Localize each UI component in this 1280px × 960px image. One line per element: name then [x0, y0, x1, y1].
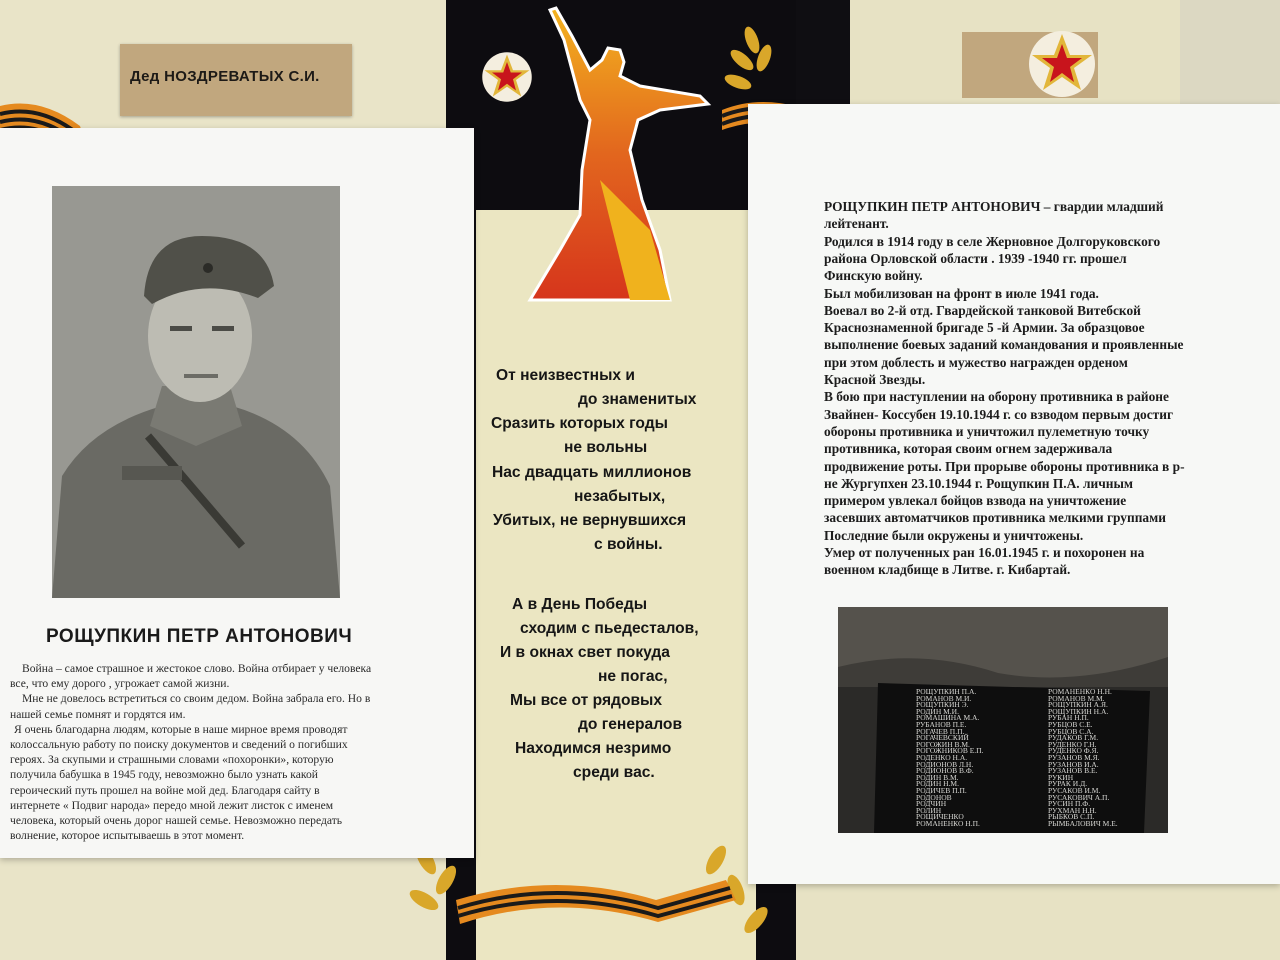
poem-line: От неизвестных и [496, 367, 636, 384]
poem-line: Убитых, не вернувшихся [493, 512, 687, 529]
plaque-name: РОДИН В.М. [916, 772, 959, 782]
red-star-icon [1026, 28, 1098, 100]
memorial-plaque-photo [838, 607, 1168, 833]
poem-line: незабытых, [574, 488, 666, 505]
left-text-line: нашей семье помнят и гордятся им. [10, 707, 186, 721]
plaque-name: РУБЦОВ С.А. [1048, 726, 1094, 736]
right-text-line: военном кладбище в Литве. г. Кибартай. [824, 562, 1071, 578]
left-text-line: получила бабушка в 1945 году, невозможно было узнать какой [10, 768, 318, 782]
plaque-name: РОГОЖНИКОВ Е.П. [916, 746, 984, 756]
left-text-line: колоссальную работу по поиску документов и сведений о погибших [10, 738, 348, 751]
left-text-line: волнение, которое испытываешь в этот момент. [10, 829, 245, 843]
plaque-name: РЫМБАЛОВИЧ М.Е. [1048, 819, 1118, 828]
plaque-name: РОДОНОВ [916, 792, 952, 802]
plaque-name: РОДЕНКО Н.А. [916, 753, 968, 762]
poem-line: А в День Победы [512, 596, 648, 613]
right-text-line: В бою при наступлении на оборону противника в районе [824, 389, 1169, 405]
right-text-line: примером увлекал бойцов взвода на уничтожение [824, 493, 1127, 509]
plaque-name: РОЩУПКИН А.Я. [1048, 700, 1108, 710]
left-text-line: героический путь прошел на войне мой дед. Благодаря сайту в [10, 783, 320, 797]
poem-line: Сразить которых годы [491, 415, 668, 432]
plaque-name: РОДИОНОВ Л.Н. [916, 759, 974, 769]
right-text-line: противника, которая своим огнем задерживала [824, 441, 1113, 457]
plaque-name: РУСИН П.Ф. [1048, 799, 1091, 809]
right-text-line: выполнение боевых заданий командования и проявленные [824, 337, 1184, 353]
right-text-line: Родился в 1914 году в селе Жерновное Долгоруковского [824, 233, 1161, 249]
right-text-line: не Жургупхен 23.10.1944 г. Рощупкин П.А. личным [824, 475, 1134, 491]
right-text-line: Звайнен- Коссубен 19.10.1944 г. со взводом первым достиг [824, 406, 1174, 422]
right-text-line: засевших автоматчиков противника мелкими группами [824, 510, 1166, 526]
right-text-line: РОЩУПКИН ПЕТР АНТОНОВИЧ – гвардии младший [824, 199, 1164, 214]
background-corner [1180, 0, 1280, 104]
plaque-name: РОДИЧЕВ П.П. [916, 786, 967, 795]
plaque-name: РУЗАНОВ М.Я. [1048, 753, 1100, 762]
right-text-line: Красной Звезды. [824, 372, 926, 387]
poem-line: не вольны [564, 439, 648, 456]
plaque-name: РОЩИЧЕНКО [916, 812, 964, 822]
left-text-line: интернете « Подвиг народа» передо мной лежит листок с именем [10, 798, 334, 812]
left-text-line: героях. За скупыми и страшными словами «похоронки», которую [10, 753, 334, 767]
plaque-name: РОЛИН [916, 805, 942, 815]
plaque-name: РУДЕНКО Ф.Я. [1048, 746, 1099, 756]
plaque-name: РУСАКОВ И.М. [1048, 786, 1101, 795]
plaque-name: РОМАНОВ М.И. [916, 693, 972, 703]
plaque-name: РОДИН М.И. [916, 706, 959, 716]
plaque-name: РУДЕНКО Г.Н. [1048, 739, 1097, 749]
plaque-name: РОГАЧЕВ П.П. [916, 726, 965, 736]
left-text-line: Мне не довелось встретиться со своим дедом. Война забрала его. Но в [22, 692, 371, 706]
poem-line: среди вас. [573, 764, 655, 781]
poem-line: до генералов [578, 716, 683, 733]
right-text-line: Был мобилизован на фронт в июле 1941 года. [824, 285, 1099, 301]
plaque-name: РОГАЧЕВСКИЙ [916, 733, 969, 743]
plaque-name: РУХМАН Н.Н. [1048, 805, 1097, 815]
plaque-name: РОМАНЕНКО Н.П. [916, 819, 980, 828]
plaque-name: РУДАКОВ Г.М. [1048, 733, 1099, 743]
poem-line: И в окнах свет покуда [500, 644, 670, 661]
left-hero-name: РОЩУПКИН ПЕТР АНТОНОВИЧ [46, 626, 353, 647]
right-text-line: Финскую войну. [824, 268, 923, 284]
right-text-line: лейтенант. [824, 216, 889, 232]
plaque-name: РУЗАНОВ В.Е. [1048, 766, 1098, 776]
poem-line: сходим с пьедесталов, [520, 620, 699, 637]
left-text-line: Война – самое страшное и жестокое слово. Война отбирает у человека [22, 662, 372, 675]
plaque-name: РУБАН Н.П. [1048, 713, 1089, 723]
right-text-line: Умер от полученных ран 16.01.1945 г. и похоронен на [824, 545, 1145, 560]
poem-line: Находимся незримо [515, 740, 672, 757]
plaque-name: РУКИН [1048, 772, 1074, 782]
plaque-name: РОДИН Н.М. [916, 779, 959, 789]
plaque-name: РУЗАНОВ И.А. [1048, 759, 1099, 769]
poem-line: Нас двадцать миллионов [492, 464, 692, 481]
plaque-name: РОГОЖИН В.М. [916, 739, 970, 749]
plaque-name: РЫБКОВ С.П. [1048, 812, 1095, 822]
plaque-name: РОЩУПКИН Н.А. [1048, 706, 1109, 716]
right-text-line: Краснознаменной бригаде 5 -й Армии. За образцовое [824, 320, 1145, 336]
plaque-name: РУРАК И.Д. [1048, 779, 1088, 789]
motherland-statue-image [520, 0, 720, 312]
left-text-line: человека, который очень дорог нашей семье. Невозможно передать [10, 814, 343, 827]
soldier-portrait-photo [52, 186, 340, 598]
plaque-name: РОДИОНОВ В.Ф. [916, 766, 974, 776]
plaque-name: РУБАНОВ П.Е. [916, 720, 967, 729]
right-text-line: продвижение роты. При прорыве обороны противника в р- [824, 458, 1185, 474]
right-text-line: при этом доблесть и мужество награжден орденом [824, 354, 1128, 370]
left-text-line: все, что ему дорого , угрожает самой жизни. [10, 677, 230, 691]
plaque-name: РОМАНОВ М.М. [1048, 693, 1105, 703]
right-text-line: Воевал во 2-й отд. Гвардейской танковой Витебской [824, 302, 1141, 318]
plaque-name: РОМАНЕНКО Н.Н. [1048, 687, 1112, 696]
plaque-name: РОЩУПКИН П.А. [916, 687, 977, 696]
poem-line: до знаменитых [578, 391, 697, 408]
poem-line: Мы все от рядовых [510, 692, 663, 709]
plaque-name: РОДЧИН [916, 799, 947, 809]
right-text-line: Последние были окружены и уничтожены. [824, 527, 1084, 543]
plaque-name: РУСАКОВИЧ А.П. [1048, 792, 1110, 802]
left-text-line: Я очень благодарна людям, которые в наше мирное время проводят [14, 722, 348, 736]
poem-line: с войны. [594, 536, 663, 553]
plaque-name: РОЩУПКИН Э. [916, 700, 969, 710]
right-text-line: района Орловской области . 1939 -1940 гг. прошел [824, 250, 1127, 266]
plaque-name: РУБЦОВ С.Е. [1048, 720, 1093, 729]
grandfather-label-text: Дед НОЗДРЕВАТЫХ С.И. [130, 68, 320, 85]
right-text-line: обороны противника и уничтожил пулеметную точку [824, 423, 1150, 439]
poem-line: не погас, [598, 668, 668, 685]
plaque-name: РОМАШИНА М.А. [916, 713, 980, 723]
grandfather-label-tape [120, 44, 352, 116]
